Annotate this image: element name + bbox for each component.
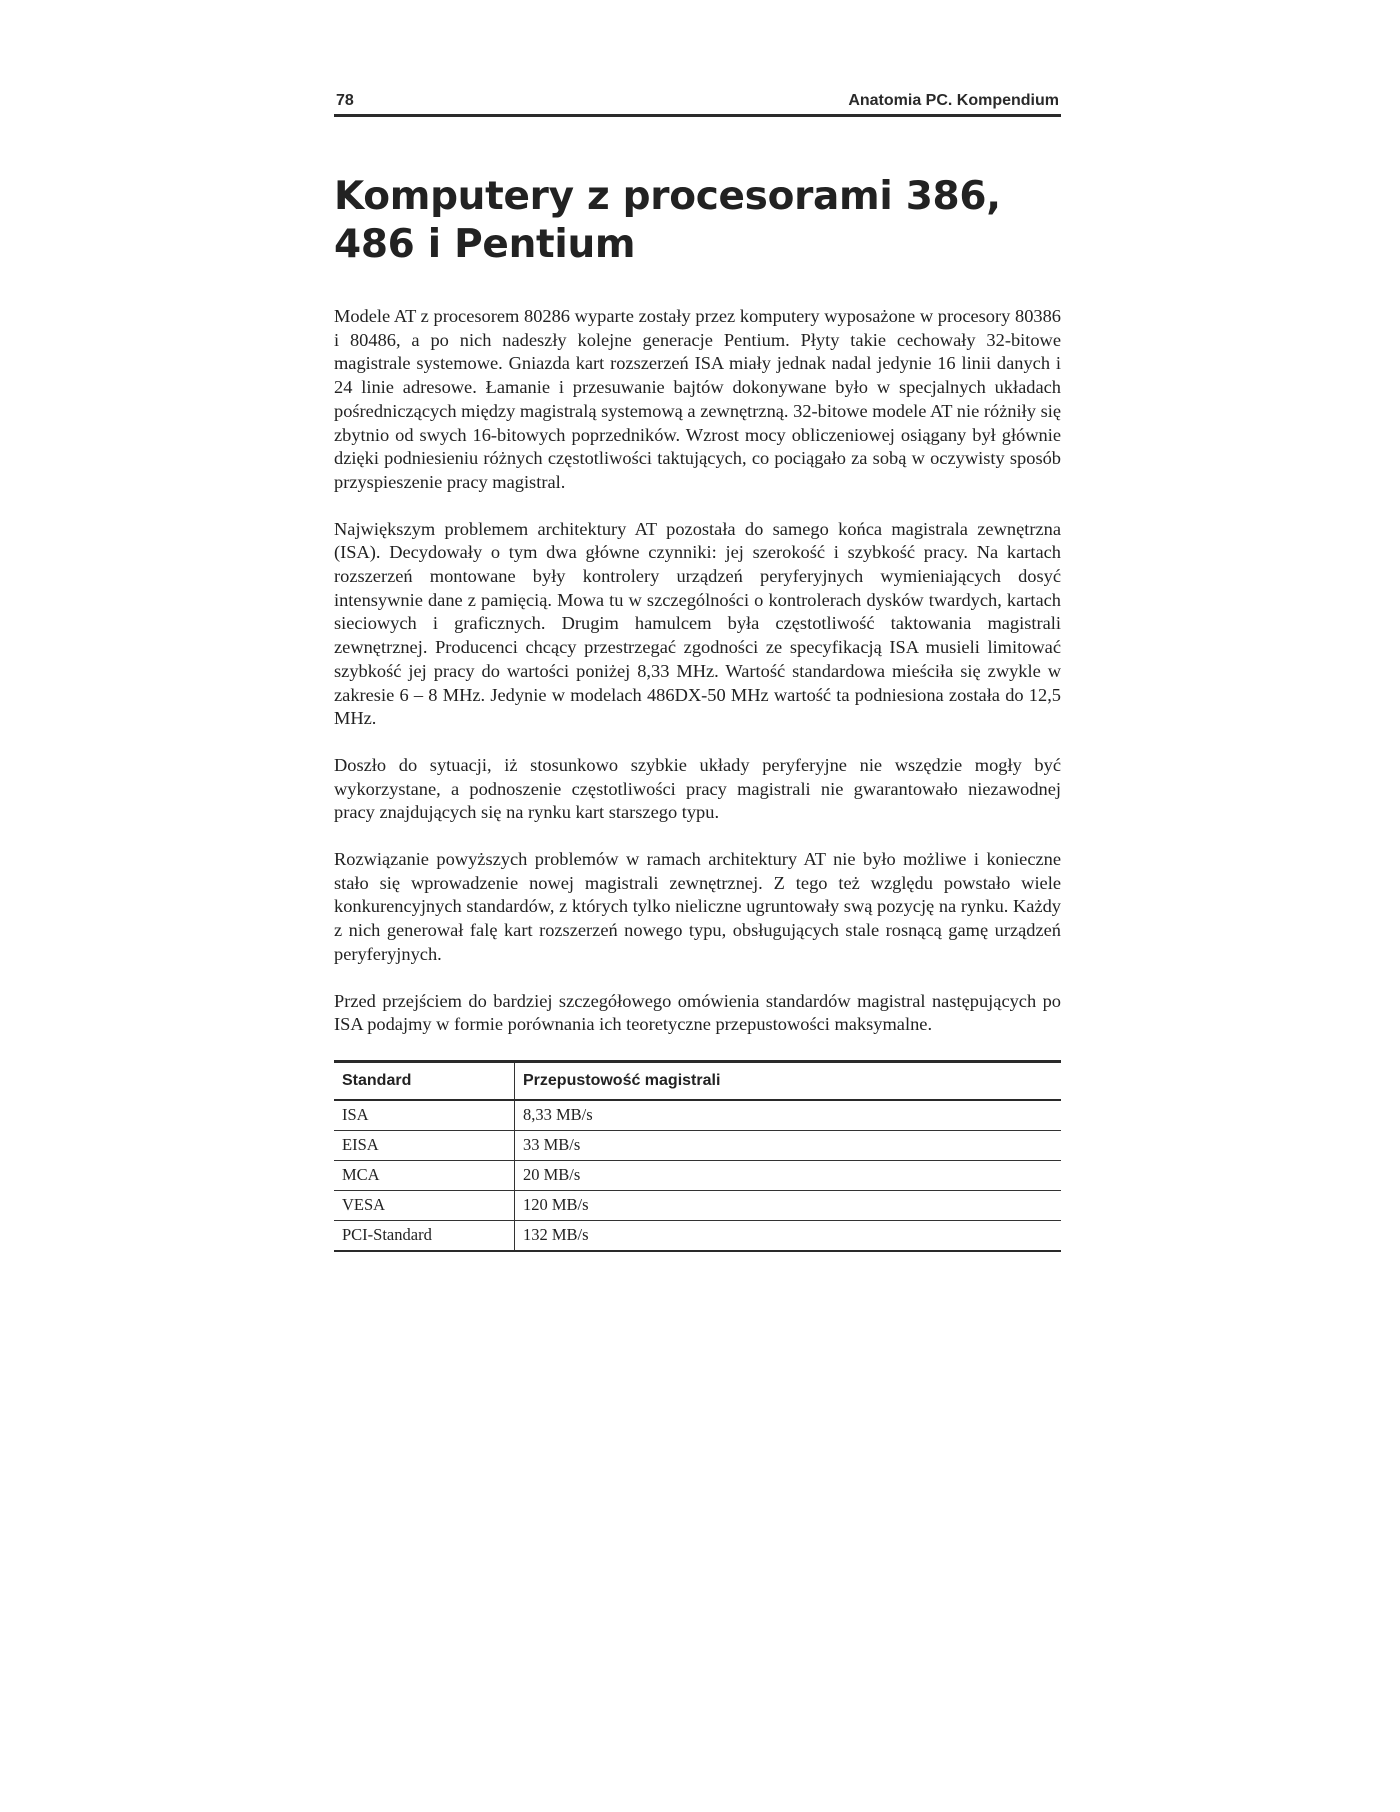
cell-throughput: 8,33 MB/s (515, 1100, 1062, 1131)
cell-standard: EISA (334, 1130, 515, 1160)
book-page (334, 86, 1061, 1252)
cell-standard: ISA (334, 1100, 515, 1131)
table-row (334, 1130, 1061, 1160)
paragraph: Rozwiązanie powyższych problemów w ramach architektury AT nie było możliwe i konieczne stało się wprowadzenie nowej magistrali zewnętrznej. Z tego też względu powstało wiele konkurencyjnych standardów, z których tylko nieliczne ugruntowały swą pozycję na rynku. Każdy z nich generował falę kart rozszerzeń nowego typu, obsługujących stale rosnącą gamę urządzeń peryferyjnych. (334, 849, 1061, 964)
chapter-title-line-1: Komputery z procesorami 386, (334, 174, 1001, 219)
cell-standard: PCI-Standard (334, 1220, 515, 1251)
cell-standard: MCA (334, 1160, 515, 1190)
paragraph: Doszło do sytuacji, iż stosunkowo szybkie układy peryferyjne nie wszędzie mogły być wykorzystane, a podnoszenie częstotliwości pracy magistrali nie gwarantowało niezawodnej pracy znajdujących się na rynku kart starszego typu. (334, 754, 1061, 823)
paragraph: Przed przejściem do bardziej szczegółowego omówienia standardów magistral następujących po ISA podajmy w formie porównania ich teoretyczne przepustowości maksymalne. (334, 990, 1061, 1035)
table-row (334, 1220, 1061, 1251)
cell-throughput: 120 MB/s (515, 1190, 1062, 1220)
table-header-row (334, 1061, 1061, 1100)
book-title: Anatomia PC. Kompendium (848, 92, 1059, 109)
running-header (334, 86, 1061, 117)
table-row (334, 1100, 1061, 1131)
table-row (334, 1190, 1061, 1220)
paragraph: Największym problemem architektury AT pozostała do samego końca magistrala zewnętrzna (ISA). Decydowały o tym dwa główne czynniki: jej szerokość i szybkość pracy. Na kartach rozszerzeń montowane były kontrolery urządzeń peryferyjnych wymieniających dosyć intensywnie dane z pamięcią. Mowa tu w szczególności o kontrolerach dysków twardych, kartach sieciowych i graficznych. Drugim hamulcem była częstotliwość taktowania magistrali zewnętrznej. Producenci chcący przestrzegać zgodności ze specyfikacją ISA musieli limitować szybkość jej pracy do wartości poniżej 8,33 MHz. Wartość standardowa mieściła się zwykle w zakresie 6 – 8 MHz. Jedynie w modelach 486DX-50 MHz wartość ta podniesiona została do 12,5 MHz. (334, 518, 1061, 729)
chapter-title (334, 173, 1061, 269)
cell-throughput: 132 MB/s (515, 1220, 1062, 1251)
table-row (334, 1160, 1061, 1190)
bus-throughput-table (334, 1060, 1061, 1252)
chapter-title-line-2: 486 i Pentium (334, 222, 636, 267)
column-header-standard: Standard (334, 1061, 515, 1100)
cell-throughput: 33 MB/s (515, 1130, 1062, 1160)
paragraph: Modele AT z procesorem 80286 wyparte zostały przez komputery wyposażone w procesory 80386 i 80486, a po nich nadeszły kolejne generacje Pentium. Płyty takie cechowały 32-bitowe magistrale systemowe. Gniazda kart rozszerzeń ISA miały jednak nadal jedynie 16 linii danych i 24 linie adresowe. Łamanie i przesuwanie bajtów dokonywane było w specjalnych układach pośredniczących między magistralą systemową a zewnętrzną. 32-bitowe modele AT nie różniły się zbytnio od swych 16-bitowych poprzedników. Wzrost mocy obliczeniowej osiągany był głównie dzięki podniesieniu różnych częstotliwości taktujących, co pociągało za sobą w oczywisty sposób przyspieszenie pracy magistral. (334, 306, 1061, 492)
column-header-throughput: Przepustowość magistrali (523, 1071, 721, 1089)
page-number: 78 (336, 92, 354, 109)
cell-throughput: 20 MB/s (515, 1160, 1062, 1190)
cell-standard: VESA (334, 1190, 515, 1220)
body-text (334, 305, 1061, 1037)
